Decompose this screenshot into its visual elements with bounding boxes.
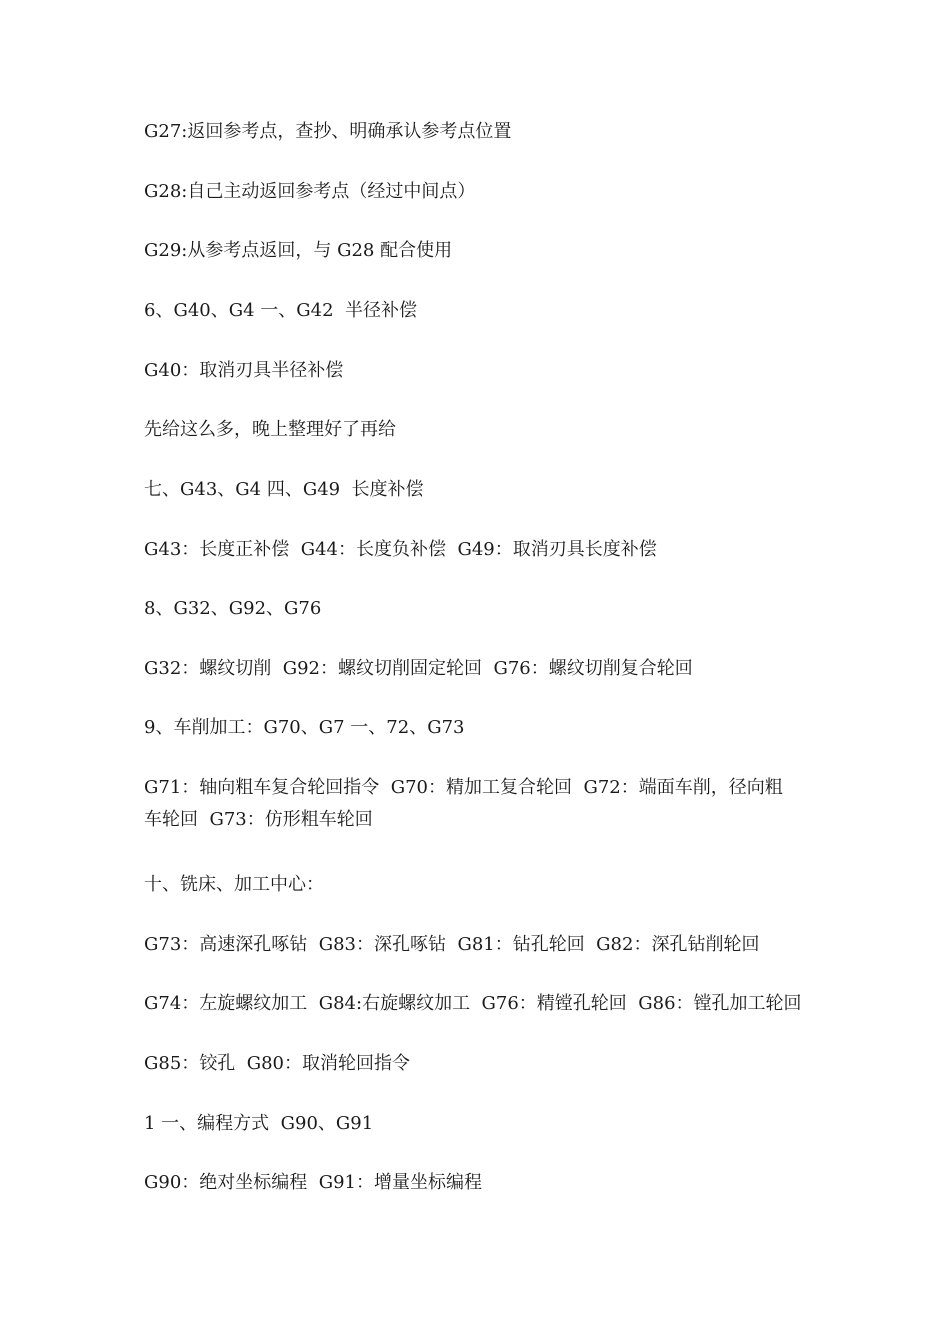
text-line-section-8: 8、G32、G92、G76 bbox=[144, 598, 322, 619]
text-line-section-6: 6、G40、G4 一、G42 半径补偿 bbox=[144, 300, 418, 321]
text-line-g40: G40：取消刃具半径补偿 bbox=[144, 360, 344, 381]
text-line-note: 先给这么多，晚上整理好了再给 bbox=[144, 419, 396, 440]
text-line-g29: G29:从参考点返回，与 G28 配合使用 bbox=[144, 240, 453, 261]
text-line-section-9: 9、车削加工：G70、G7 一、72、G73 bbox=[144, 717, 465, 738]
text-line-g43-g44-g49: G43：长度正补偿 G44：长度负补偿 G49：取消刃具长度补偿 bbox=[144, 539, 657, 560]
text-line-section-10: 十、铣床、加工中心： bbox=[144, 874, 324, 895]
text-line-g74-g84-g76-g86: G74：左旋螺纹加工 G84:右旋螺纹加工 G76：精镗孔轮回 G86：镗孔加工轮回 bbox=[144, 993, 802, 1014]
text-line-g90-g91: G90：绝对坐标编程 G91：增量坐标编程 bbox=[144, 1172, 483, 1193]
text-line-g28: G28:自己主动返回参考点（经过中间点） bbox=[144, 181, 476, 202]
text-line-g73-g83-g81-g82: G73：高速深孔啄钻 G83：深孔啄钻 G81：钻孔轮回 G82：深孔钻削轮回 bbox=[144, 934, 760, 955]
text-paragraph-g71-line-2: 车轮回 G73：仿形粗车轮回 bbox=[144, 809, 373, 830]
text-line-section-7: 七、G43、G4 四、G49 长度补偿 bbox=[144, 479, 424, 500]
text-line-g32-g92-g76: G32：螺纹切削 G92：螺纹切削固定轮回 G76：螺纹切削复合轮回 bbox=[144, 658, 693, 679]
text-line-section-11: 1 一、编程方式 G90、G91 bbox=[144, 1113, 374, 1134]
text-paragraph-g71 bbox=[144, 772, 814, 836]
text-line-g85-g80: G85：铰孔 G80：取消轮回指令 bbox=[144, 1053, 411, 1074]
text-line-g27: G27:返回参考点，查抄、明确承认参考点位置 bbox=[144, 121, 512, 142]
text-paragraph-g71-line-1: G71：轴向粗车复合轮回指令 G70：精加工复合轮回 G72：端面车削，径向粗 bbox=[144, 777, 783, 798]
